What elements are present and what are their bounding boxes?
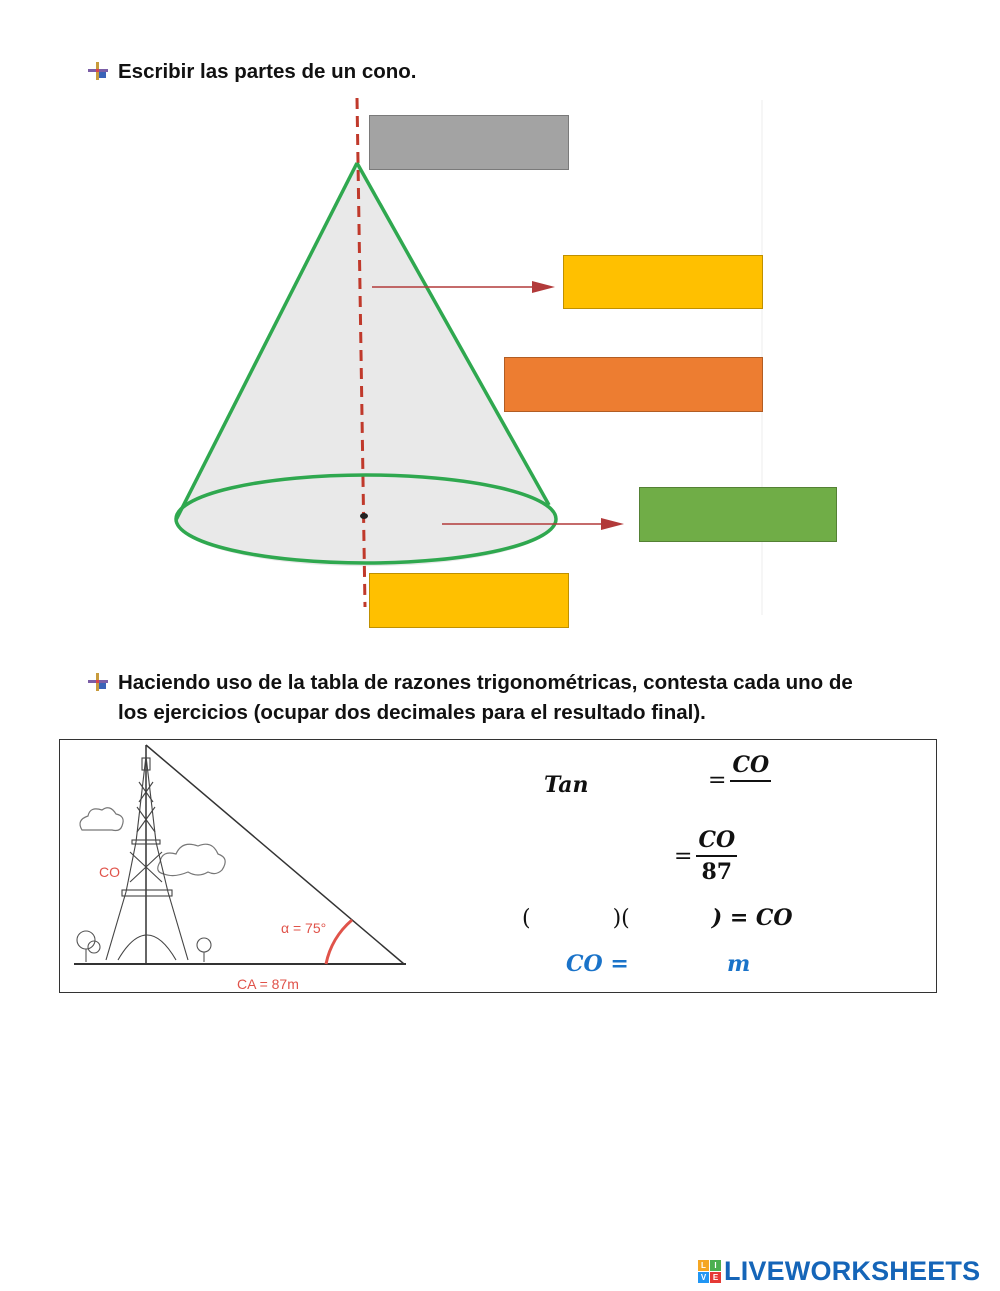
result-input[interactable]	[635, 948, 723, 982]
cone-surface	[176, 163, 556, 566]
equation-row3	[522, 904, 793, 932]
cloud-icon	[80, 808, 123, 831]
row3-rhs: ) = CO	[711, 905, 793, 931]
open-paren: (	[522, 905, 531, 931]
section1-heading: Escribir las partes de un cono.	[118, 60, 417, 83]
fraction2-denominator: 87	[701, 859, 733, 885]
fraction2-numerator: CO	[696, 826, 737, 857]
answer-box-generatrix[interactable]	[504, 357, 763, 412]
arrow-height-head	[532, 281, 555, 293]
result-lhs: CO =	[566, 951, 629, 977]
tan-label: Tan	[544, 772, 589, 798]
bullet-icon	[88, 62, 108, 80]
base-center-point	[360, 513, 368, 519]
equals-sign: =	[708, 768, 727, 793]
equals-sign: =	[674, 844, 693, 869]
answer-box-radius[interactable]	[639, 487, 837, 542]
eiffel-triangle-figure	[64, 742, 424, 992]
equation-row1	[708, 751, 771, 810]
angle-label: α = 75°	[281, 920, 327, 936]
eiffel-tower-icon	[106, 756, 188, 960]
cloud-icon	[158, 844, 225, 875]
tan-angle-input[interactable]	[603, 769, 701, 805]
arrow-radius-head	[601, 518, 624, 530]
liveworksheets-logo	[698, 1256, 980, 1287]
answer-box-height[interactable]	[563, 255, 763, 309]
angle-arc	[326, 920, 352, 964]
logo-icon	[698, 1260, 721, 1283]
fraction1-numerator: CO	[730, 751, 771, 782]
logo-text: LIVEWORKSHEETS	[724, 1256, 981, 1286]
answer-box-base[interactable]	[369, 573, 569, 628]
factor2-input[interactable]	[630, 904, 712, 932]
logo-icon-letter: I	[710, 1260, 721, 1271]
logo-icon-letter: L	[698, 1260, 709, 1271]
logo-icon-letter: V	[698, 1272, 709, 1283]
tan-value-input[interactable]	[560, 846, 666, 882]
bullet-icon	[88, 673, 108, 691]
factor1-input[interactable]	[531, 904, 613, 932]
logo-icon-letter: E	[710, 1272, 721, 1283]
co-label: CO	[99, 864, 120, 880]
equation-row2	[674, 826, 737, 887]
section2-heading-line2: los ejercicios (ocupar dos decimales para el resultado final).	[118, 701, 706, 724]
answer-box-vertex[interactable]	[369, 115, 569, 170]
section2-heading-line1: Haciendo uso de la tabla de razones trigonométricas, contesta cada uno de	[118, 671, 853, 694]
hypotenuse	[146, 745, 404, 964]
ca-label: CA = 87m	[237, 976, 299, 992]
middle-parens: )(	[612, 905, 630, 931]
result-unit: m	[727, 951, 751, 977]
